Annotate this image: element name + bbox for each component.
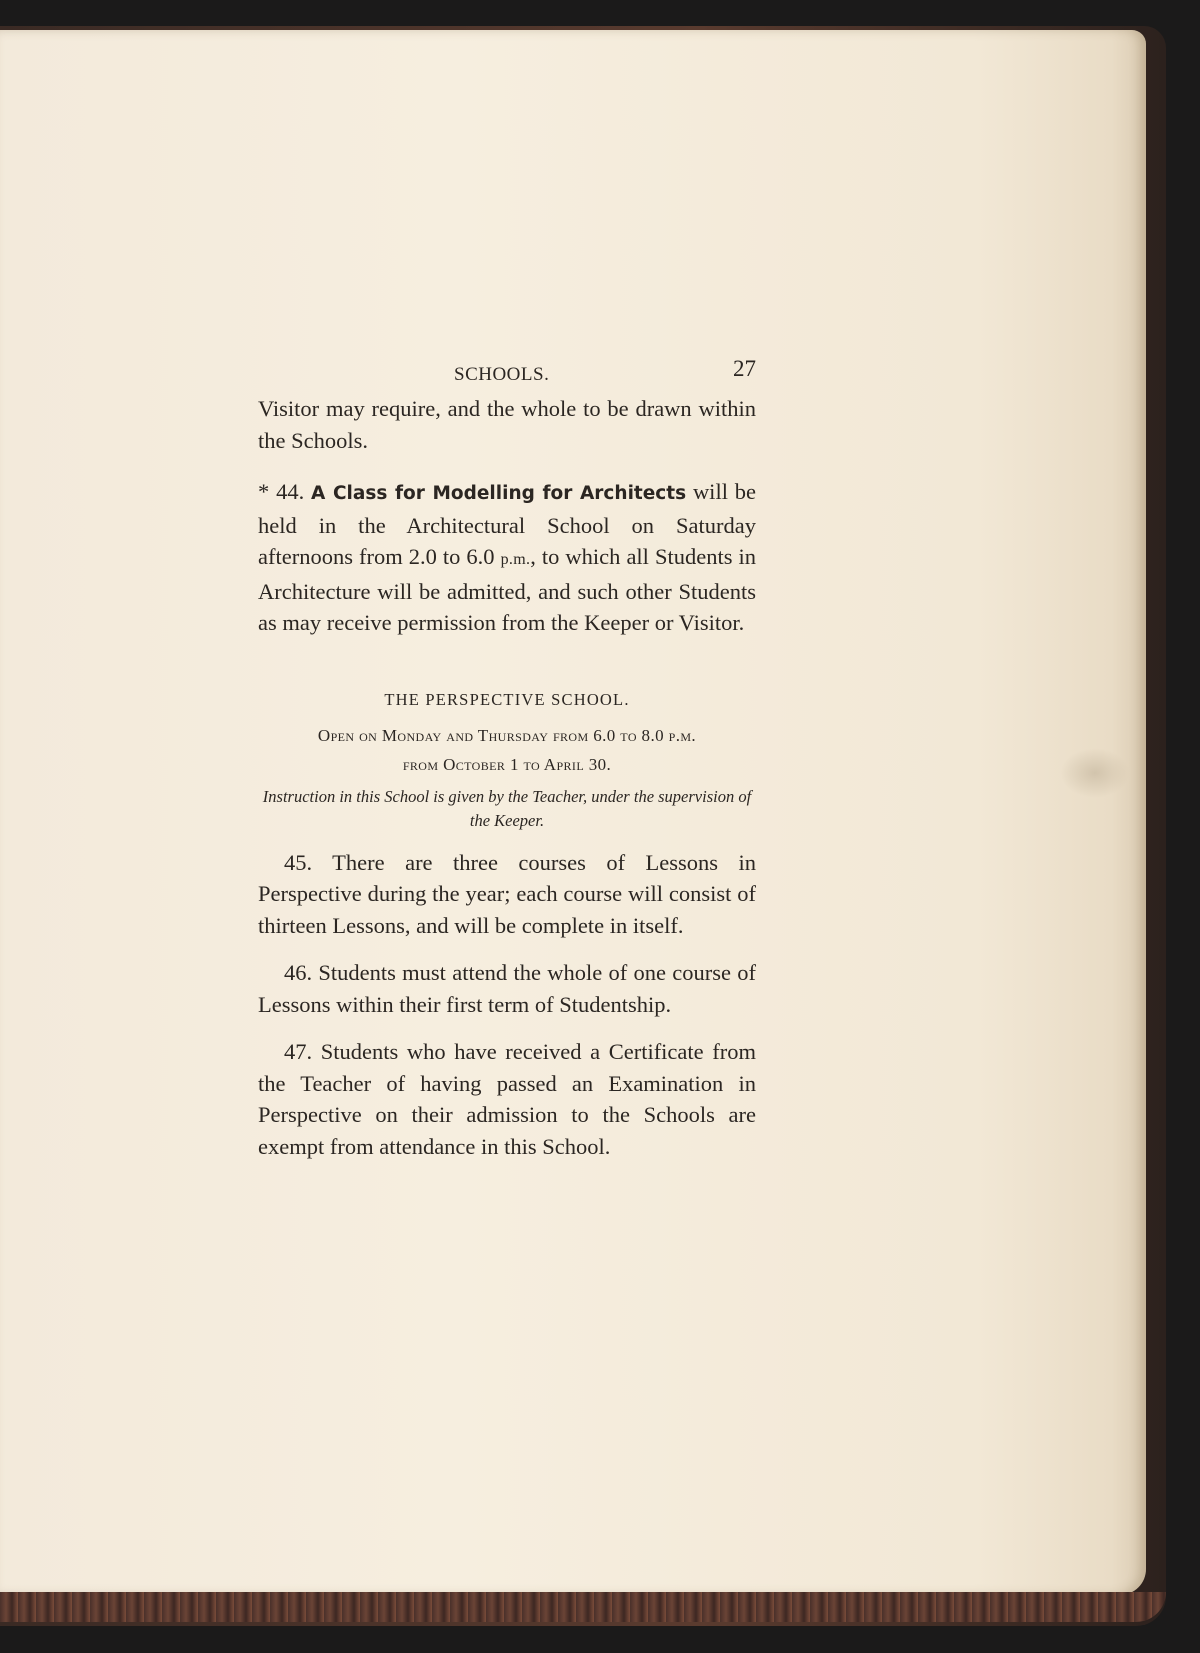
page-text [258,356,756,1162]
paragraph-44-text-a: will be held in the Architectural School on Saturday afternoons from 2.0 to 6.0 [258,479,756,569]
paragraph-46: 46. Students must attend the whole of one course of Lessons within their first term of Studentship. [258,960,756,1017]
section-heading: THE PERSPECTIVE SCHOOL. [384,689,630,709]
running-head [258,356,756,390]
paragraph-44-text-b: , to which all Students in Architecture will be admitted, and such other Students as may receive permission from the Keeper or Visitor. [258,544,756,635]
page-number: 27 [733,356,756,381]
paper-stain [1060,748,1130,798]
binding-edge [0,1592,1166,1622]
section-hours [258,721,756,779]
paragraph-47: 47. Students who have received a Certificate from the Teacher of having passed an Examination in Perspective on their admission to the Schools are exempt from attendance in this School. [258,1039,756,1159]
section-instruction: Instruction in this School is given by the Teacher, under the supervision of the Keeper. [262,786,752,830]
paragraph-44-marker: * 44. [258,479,305,504]
paragraph-continuation: Visitor may require, and the whole to be drawn within the Schools. [258,396,756,453]
paragraph-44-pm: p.m. [500,551,531,568]
section-hours-line-2: from October 1 to April 30. [402,754,612,774]
running-head-title: SCHOOLS. [454,364,550,385]
paragraph-44 [258,476,756,639]
paragraph-45: 45. There are three courses of Lessons in Perspective during the year; each course will consist of thirteen Lessons, and will be complete in itself. [258,849,756,938]
section-hours-line-1: Open on Monday and Thursday from 6.0 to 8.0 p.m. [317,725,697,745]
paragraph-44-heading: A Class for Modelling for Architects [311,483,687,504]
